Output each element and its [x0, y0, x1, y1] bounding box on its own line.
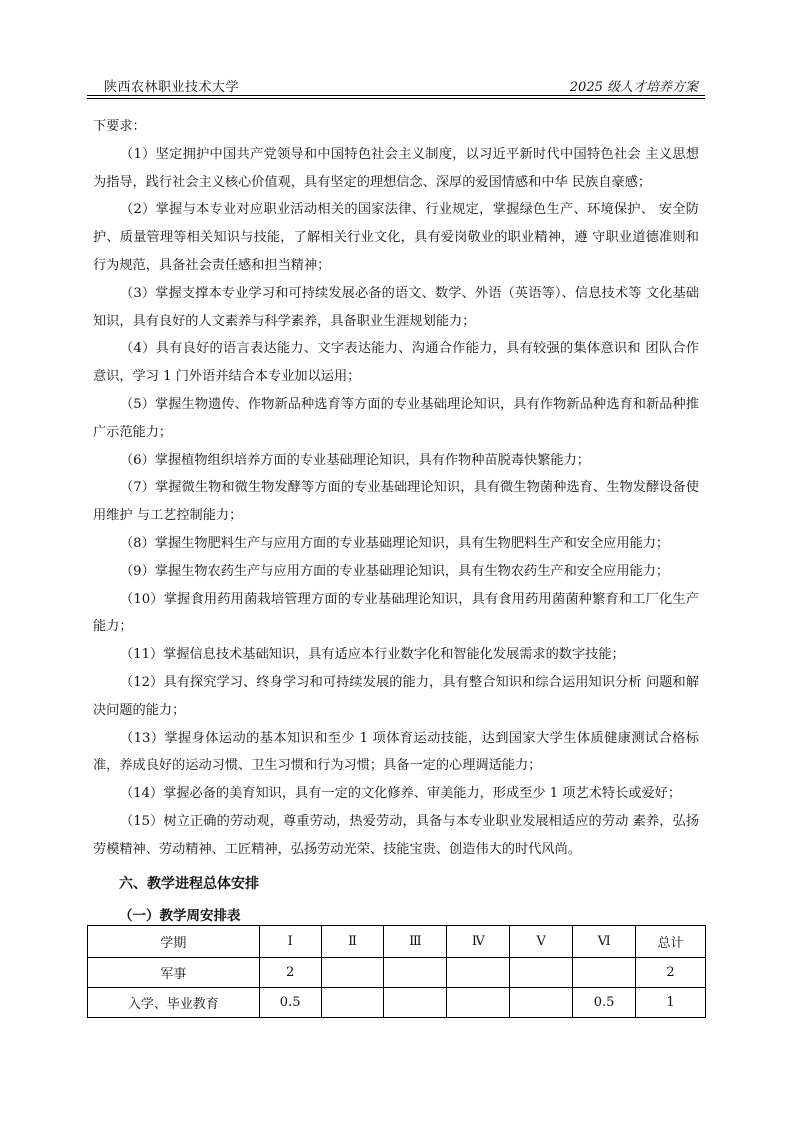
requirement-item: （7）掌握微生物和微生物发酵等方面的专业基础理论知识，具有微生物菌种选育、生物发酵设备使用维护 与工艺控制能力；: [93, 480, 699, 524]
header-divider: [87, 95, 705, 96]
table-header-cell: Ⅵ: [573, 926, 636, 958]
table-header-cell: 总计: [636, 926, 706, 958]
table-header-cell: Ⅴ: [510, 926, 573, 958]
table-header-row: [88, 926, 706, 958]
table-cell: 2: [636, 958, 706, 988]
table-cell: [510, 958, 573, 988]
requirement-item: （8）掌握生物肥料生产与应用方面的专业基础理论知识，具有生物肥料生产和安全应用能力；: [120, 535, 670, 551]
requirement-item: （5）掌握生物遗传、作物新品种选育等方面的专业基础理论知识，具有作物新品种选育和新品种推广示范能力；: [93, 396, 699, 440]
table-header-cell: 学期: [88, 926, 260, 958]
table-cell: 2: [259, 958, 321, 988]
table-cell: [321, 958, 384, 988]
table-header-cell: Ⅲ: [384, 926, 447, 958]
requirement-item: （10）掌握食用药用菌栽培管理方面的专业基础理论知识，具有食用药用菌菌种繁育和工厂化生产能力；: [93, 591, 699, 635]
section-title: 六、教学进程总体安排: [119, 876, 259, 892]
table-cell: [384, 988, 447, 1018]
sub-section-title: （一）教学周安排表: [119, 908, 241, 924]
requirement-item: （1）坚定拥护中国共产党领导和中国特色社会主义制度，以习近平新时代中国特色社会 主义思想为指导，践行社会主义核心价值观，具有坚定的理想信念、深厚的爱国情感和中华 民族自豪感；: [93, 146, 699, 190]
table-cell: [384, 958, 447, 988]
requirement-item: （12）具有探究学习、终身学习和可持续发展的能力，具有整合知识和综合运用知识分析 问题和解决问题的能力；: [93, 674, 699, 718]
intro-text: 下要求：: [93, 119, 146, 134]
table-header-cell: Ⅱ: [321, 926, 384, 958]
requirement-item: （11）掌握信息技术基础知识，具有适应本行业数字化和智能化发展需求的数字技能；: [120, 647, 625, 663]
table-cell: 0.5: [259, 988, 321, 1018]
requirement-item: （3）掌握支撑本专业学习和可持续发展必备的语文、数学、外语（英语等）、信息技术等 文化基础知识，具有良好的人文素养与科学素养，具备职业生涯规划能力；: [93, 285, 699, 329]
table-cell: [321, 988, 384, 1018]
header-divider-thin: [87, 98, 705, 99]
table-cell: [447, 988, 510, 1018]
table-row: [88, 988, 706, 1018]
table-header-cell: Ⅳ: [447, 926, 510, 958]
table-cell: [573, 958, 636, 988]
table-cell: 1: [636, 988, 706, 1018]
requirements-body: [93, 113, 699, 864]
table-header-cell: Ⅰ: [259, 926, 321, 958]
requirement-item: （2）掌握与本专业对应职业活动相关的国家法律、行业规定，掌握绿色生产、环境保护、 安全防护、质量管理等相关知识与技能，了解相关行业文化，具有爱岗敬业的职业精神，遵 守职业道德准则和行为规范，具备社会责任感和担当精神；: [93, 202, 699, 273]
header-doc-title: 2025 级人才培养方案: [569, 80, 698, 95]
requirement-item: （4）具有良好的语言表达能力、文字表达能力、沟通合作能力，具有较强的集体意识和 团队合作意识，学习 1 门外语并结合本专业加以运用；: [93, 341, 699, 385]
requirement-item: （13）掌握身体运动的基本知识和至少 1 项体育运动技能，达到国家大学生体质健康测试合格标准，养成良好的运动习惯、卫生习惯和行为习惯；具备一定的心理调适能力；: [93, 730, 699, 774]
table-cell: 入学、毕业教育: [88, 988, 260, 1018]
table-cell: [447, 958, 510, 988]
requirement-item: （14）掌握必备的美育知识，具有一定的文化修养、审美能力，形成至少 1 项艺术特长或爱好；: [120, 786, 682, 802]
header-school-name: 陕西农林职业技术大学: [104, 80, 240, 95]
requirement-item: （6）掌握植物组织培养方面的专业基础理论知识，具有作物种苗脱毒快繁能力；: [120, 452, 590, 468]
table-row: [88, 958, 706, 988]
table-cell: 军事: [88, 958, 260, 988]
table-cell: 0.5: [573, 988, 636, 1018]
requirement-item: （9）掌握生物农药生产与应用方面的专业基础理论知识，具有生物农药生产和安全应用能力；: [120, 563, 670, 579]
requirement-item: （15）树立正确的劳动观，尊重劳动，热爱劳动，具备与本专业职业发展相适应的劳动 素养，弘扬劳模精神、劳动精神、工匠精神，弘扬劳动光荣、技能宝贵、创造伟大的时代风尚。: [93, 813, 699, 857]
teaching-week-table: [87, 925, 706, 1018]
table-cell: [510, 988, 573, 1018]
